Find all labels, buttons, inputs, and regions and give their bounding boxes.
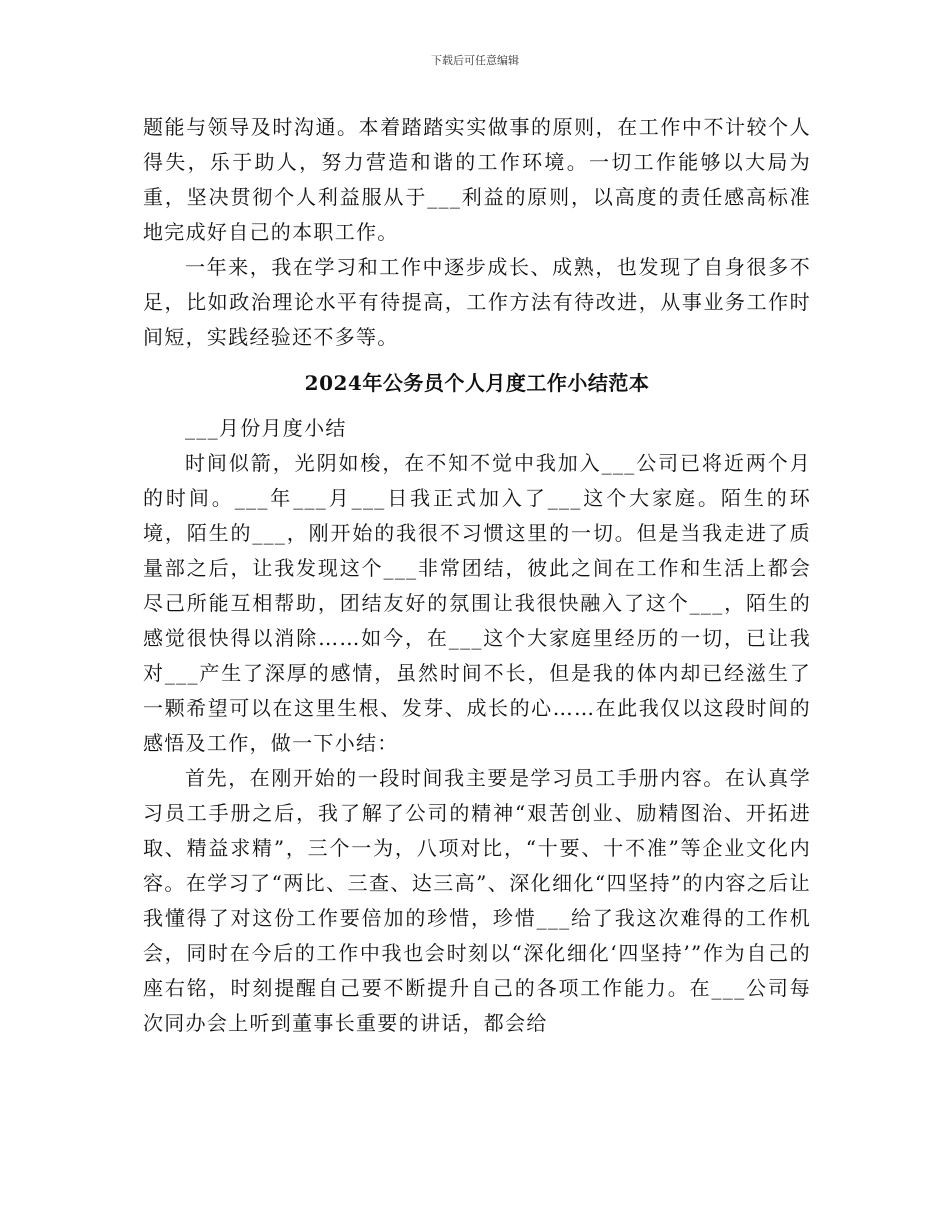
- paragraph-reflection: 一年来，我在学习和工作中逐步成长、成熟，也发现了自身很多不足，比如政治理论水平有待提高，工作方法有待改进，从事业务工作时间短，实践经验还不多等。: [143, 255, 811, 349]
- paragraph-intro: 时间似箭，光阴如梭，在不知不觉中我加入___公司已将近两个月的时间。___年___月___日我正式加入了___这个大家庭。陌生的环境，陌生的___，刚开始的我很不习惯这里的一切。但是当我走进了质量部之后，让我发现这个___非常团结，彼此之间在工作和生活上都会尽己所能互相帮助，团结友好的氛围让我很快融入了这个___，陌生的感觉很快得以消除……如今，在___这个大家庭里经历的一切，已让我对___产生了深厚的感情，虽然时间不长，但是我的体内却已经滋生了一颗希望可以在这里生根、发芽、成长的心……在此我仅以这段时间的感悟及工作，做一下小结：: [143, 451, 811, 755]
- page-header-note: 下载后可任意编辑: [431, 54, 519, 67]
- paragraph-continuation: 题能与领导及时沟通。本着踏踏实实做事的原则，在工作中不计较个人得失，乐于助人，努力营造和谐的工作环境。一切工作能够以大局为重，坚决贯彻个人利益服从于___利益的原则，以高度的责任感高标准地完成好自己的本职工作。: [143, 115, 811, 244]
- document-body: [143, 110, 811, 1041]
- document-title: 2024年公务员个人月度工作小结范本: [304, 371, 650, 395]
- section-subtitle: ___月份月度小结: [185, 416, 347, 440]
- paragraph-first: 首先，在刚开始的一段时间我主要是学习员工手册内容。在认真学习员工手册之后，我了解了公司的精神“艰苦创业、励精图治、开拓进取、精益求精”，三个一为，八项对比，“十要、十不准”等企业文化内容。在学习了“两比、三查、达三高”、深化细化“四坚持”的内容之后让我懂得了对这份工作要倍加的珍惜，珍惜___给了我这次难得的工作机会，同时在今后的工作中我也会时刻以“深化细化‘四坚持’”作为自己的座右铭，时刻提醒自己要不断提升自己的各项工作能力。在___公司每次同办会上听到董事长重要的讲话，都会给: [143, 766, 811, 1035]
